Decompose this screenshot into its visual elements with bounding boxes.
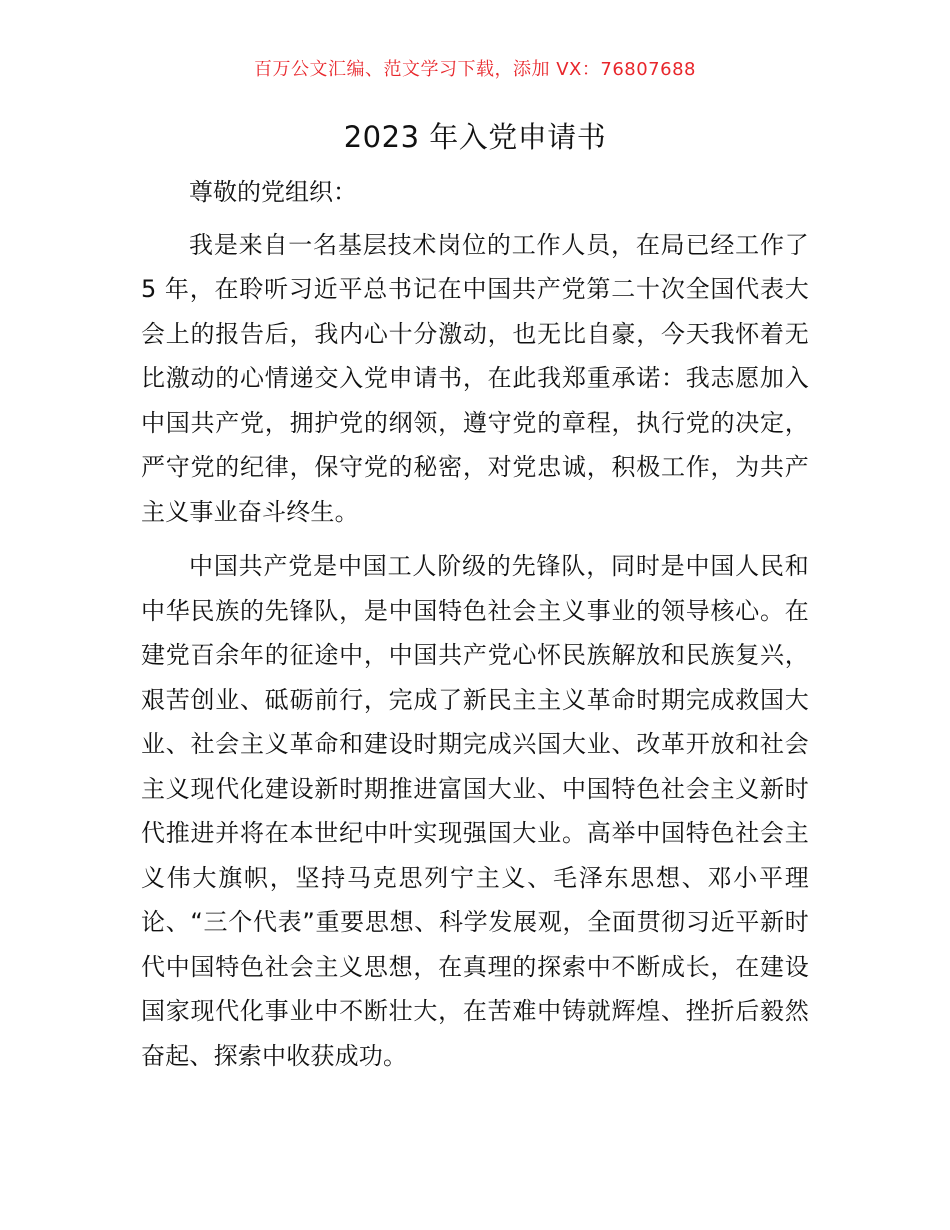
paragraph-2: 中国共产党是中国工人阶级的先锋队，同时是中国人民和中华民族的先锋队，是中国特色社会主义事业的领导核心。在建党百余年的征途中，中国共产党心怀民族解放和民族复兴，艰苦创业、砥砺前行，完成了新民主主义革命时期完成救国大业、社会主义革命和建设时期完成兴国大业、改革开放和社会主义现代化建设新时期推进富国大业、中国特色社会主义新时代推进并将在本世纪中叶实现强国大业。高举中国特色社会主义伟大旗帜，坚持马克思列宁主义、毛泽东思想、邓小平理论、“三个代表”重要思想、科学发展观，全面贯彻习近平新时代中国特色社会主义思想，在真理的探索中不断成长，在建设国家现代化事业中不断壮大，在苦难中铸就辉煌、挫折后毅然奋起、探索中收获成功。 bbox=[141, 552, 809, 1070]
document-title: 2023 年入党申请书 bbox=[343, 120, 607, 154]
document-body bbox=[141, 170, 809, 1078]
watermark-header: 百万公文汇编、范文学习下载，添加 VX：76807688 bbox=[254, 59, 696, 80]
paragraph-1: 我是来自一名基层技术岗位的工作人员，在局已经工作了 5 年，在聆听习近平总书记在中国共产党第二十次全国代表大会上的报告后，我内心十分激动，也无比自豪，今天我怀着无比激动的心情递交入党申请书，在此我郑重承诺：我志愿加入中国共产党，拥护党的纲领，遵守党的章程，执行党的决定，严守党的纪律，保守党的秘密，对党忠诚，积极工作，为共产主义事业奋斗终生。 bbox=[141, 230, 809, 526]
salutation: 尊敬的党组织： bbox=[189, 178, 357, 206]
